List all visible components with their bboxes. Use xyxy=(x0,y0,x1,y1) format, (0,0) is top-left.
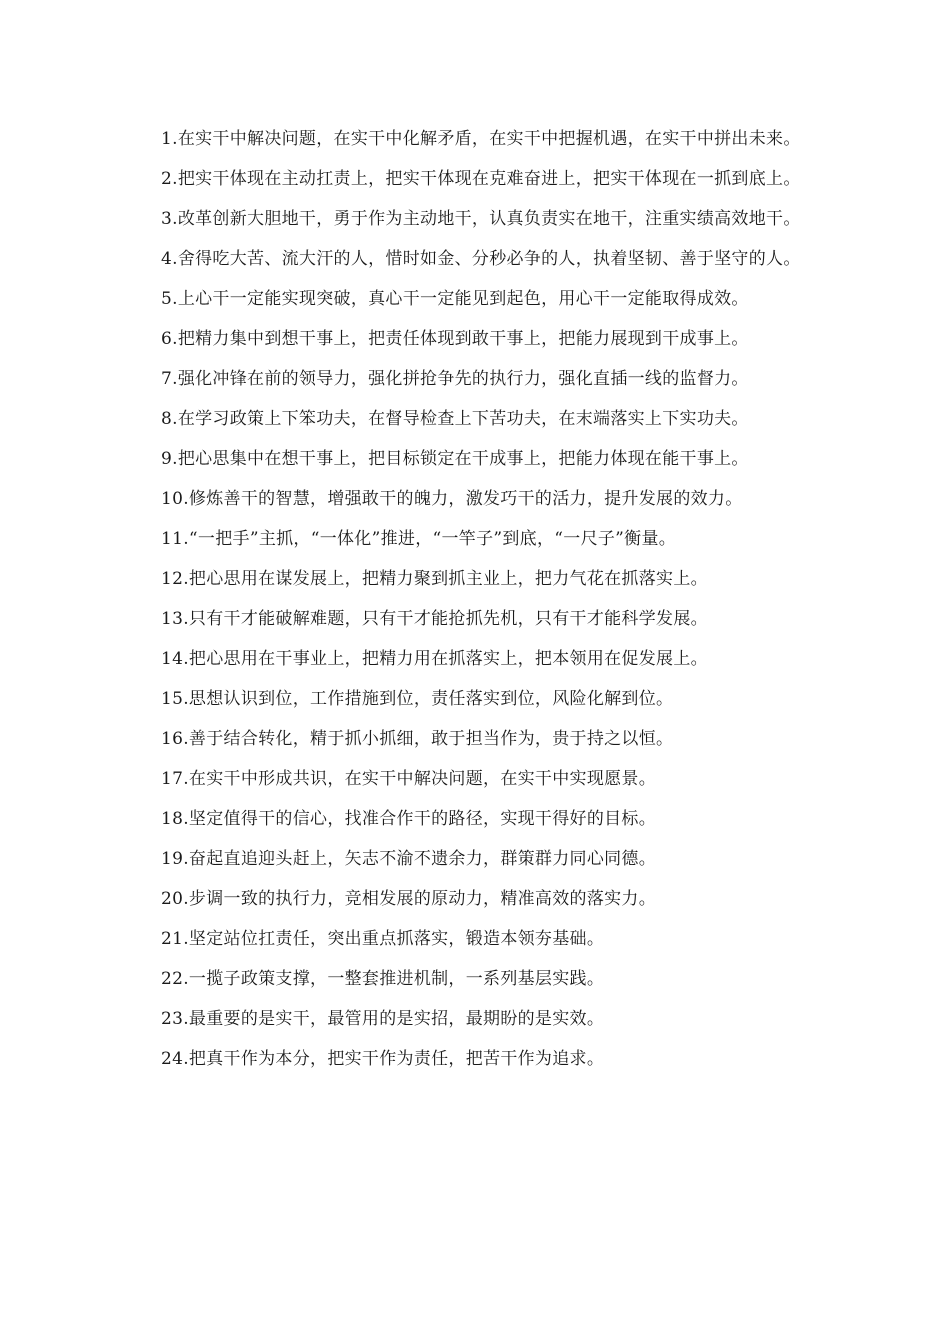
list-item: 15.思想认识到位，工作措施到位，责任落实到位，风险化解到位。 xyxy=(161,689,674,709)
list-item: 7.强化冲锋在前的领导力，强化拼抢争先的执行力，强化直插一线的监督力。 xyxy=(161,369,749,389)
list-item: 2.把实干体现在主动扛责上，把实干体现在克难奋进上，把实干体现在一抓到底上。 xyxy=(161,169,801,189)
list-item: 12.把心思用在谋发展上，把精力聚到抓主业上，把力气花在抓落实上。 xyxy=(161,569,708,589)
list-item: 18.坚定值得干的信心，找准合作干的路径，实现干得好的目标。 xyxy=(161,809,657,829)
list-item: 13.只有干才能破解难题，只有干才能抢抓先机，只有干才能科学发展。 xyxy=(161,609,708,629)
list-item: 4.舍得吃大苦、流大汗的人，惜时如金、分秒必争的人，执着坚韧、善于坚守的人。 xyxy=(161,249,801,269)
list-item: 5.上心干一定能实现突破，真心干一定能见到起色，用心干一定能取得成效。 xyxy=(161,289,749,309)
list-item: 17.在实干中形成共识，在实干中解决问题，在实干中实现愿景。 xyxy=(161,769,657,789)
list-item: 23.最重要的是实干，最管用的是实招，最期盼的是实效。 xyxy=(161,1009,605,1029)
list-item: 21.坚定站位扛责任，突出重点抓落实，锻造本领夯基础。 xyxy=(161,929,605,949)
list-item: 3.改革创新大胆地干，勇于作为主动地干，认真负责实在地干，注重实绩高效地干。 xyxy=(161,209,801,229)
list-item: 14.把心思用在干事业上，把精力用在抓落实上，把本领用在促发展上。 xyxy=(161,649,708,669)
list-item: 11.“一把手”主抓，“一体化”推进，“一竿子”到底，“一尺子”衡量。 xyxy=(161,529,677,549)
list-item: 22.一揽子政策支撑，一整套推进机制，一系列基层实践。 xyxy=(161,969,605,989)
list-item: 6.把精力集中到想干事上，把责任体现到敢干事上，把能力展现到干成事上。 xyxy=(161,329,749,349)
list-item: 20.步调一致的执行力，竞相发展的原动力，精准高效的落实力。 xyxy=(161,889,657,909)
list-item: 10.修炼善干的智慧，增强敢干的魄力，激发巧干的活力，提升发展的效力。 xyxy=(161,489,743,509)
list-item: 1.在实干中解决问题，在实干中化解矛盾，在实干中把握机遇，在实干中拼出未来。 xyxy=(161,129,801,149)
list-item: 19.奋起直追迎头赶上，矢志不渝不遗余力，群策群力同心同德。 xyxy=(161,849,657,869)
list-item: 16.善于结合转化，精于抓小抓细，敢于担当作为，贵于持之以恒。 xyxy=(161,729,674,749)
list-item: 8.在学习政策上下笨功夫，在督导检查上下苦功夫，在末端落实上下实功夫。 xyxy=(161,409,749,429)
document-body xyxy=(123,125,837,1085)
list-item: 24.把真干作为本分，把实干作为责任，把苦干作为追求。 xyxy=(161,1049,605,1069)
list-item: 9.把心思集中在想干事上，把目标锁定在干成事上，把能力体现在能干事上。 xyxy=(161,449,749,469)
